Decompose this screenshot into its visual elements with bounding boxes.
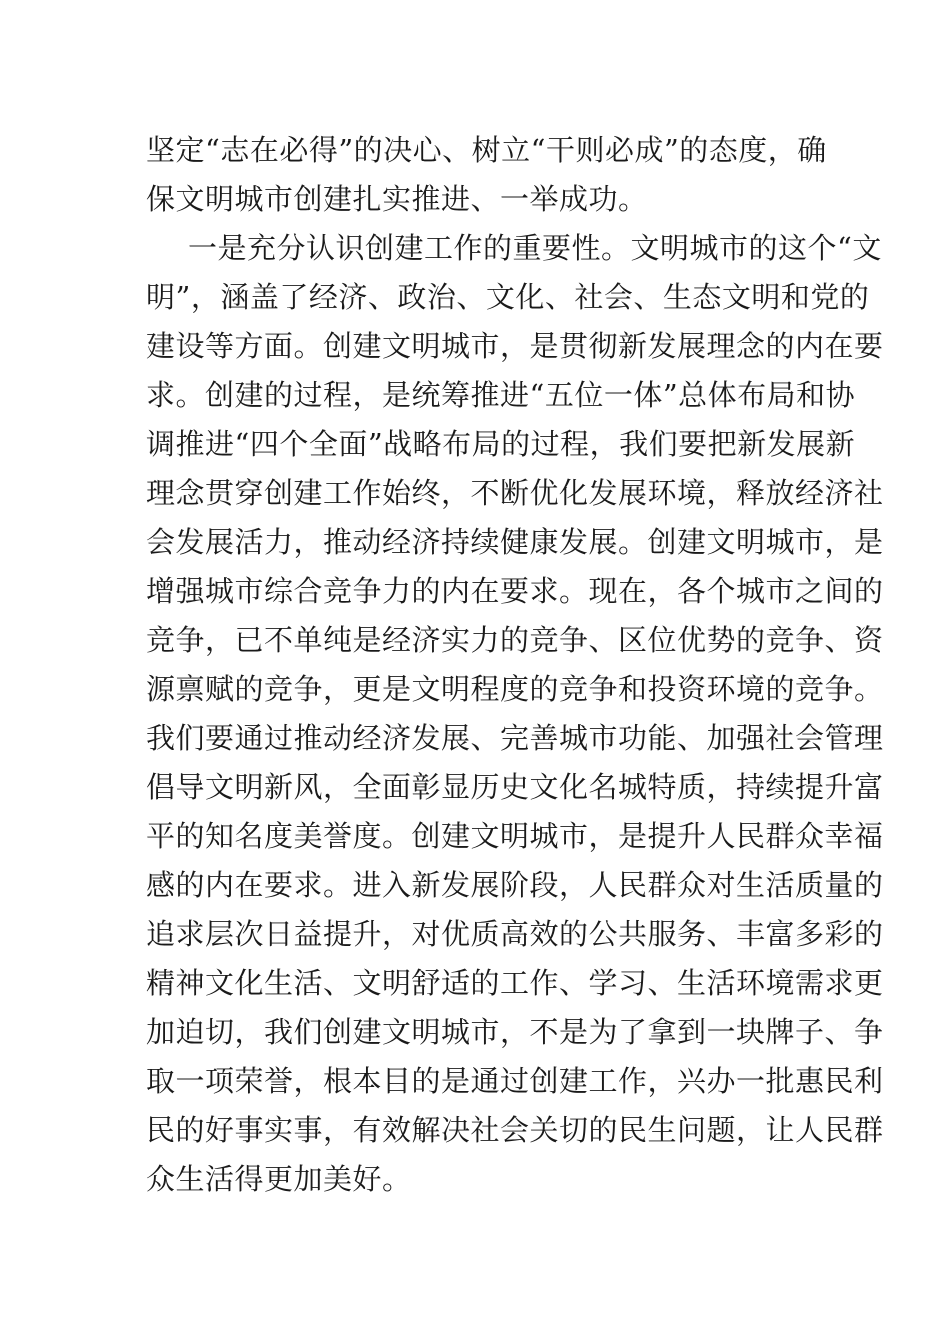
text-line: 感的内在要求。进入新发展阶段，人民群众对生活质量的 — [146, 868, 884, 902]
text-line: 保文明城市创建扎实推进、一举成功。 — [146, 182, 648, 216]
text-line: 我们要通过推动经济发展、完善城市功能、加强社会管理 — [146, 721, 884, 755]
text-line: 调推进“四个全面”战略布局的过程，我们要把新发展新 — [146, 427, 856, 461]
text-line: 众生活得更加美好。 — [146, 1162, 412, 1196]
paragraph-start-line: 一是充分认识创建工作的重要性。文明城市的这个“文 — [188, 231, 882, 265]
text-line: 取一项荣誉，根本目的是通过创建工作，兴办一批惠民利 — [146, 1064, 884, 1098]
text-line: 竞争，已不单纯是经济实力的竞争、区位优势的竞争、资 — [146, 623, 884, 657]
body-text — [146, 126, 884, 1204]
text-line: 求。创建的过程，是统筹推进“五位一体”总体布局和协 — [146, 378, 856, 412]
text-line: 建设等方面。创建文明城市，是贯彻新发展理念的内在要 — [146, 329, 884, 363]
text-line: 精神文化生活、文明舒适的工作、学习、生活环境需求更 — [146, 966, 884, 1000]
text-line: 加迫切，我们创建文明城市，不是为了拿到一块牌子、争 — [146, 1015, 884, 1049]
text-line: 增强城市综合竞争力的内在要求。现在，各个城市之间的 — [146, 574, 884, 608]
text-line: 追求层次日益提升，对优质高效的公共服务、丰富多彩的 — [146, 917, 884, 951]
text-line: 民的好事实事，有效解决社会关切的民生问题，让人民群 — [146, 1113, 884, 1147]
text-line: 会发展活力，推动经济持续健康发展。创建文明城市，是 — [146, 525, 884, 559]
text-line: 平的知名度美誉度。创建文明城市，是提升人民群众幸福 — [146, 819, 884, 853]
text-line: 坚定“志在必得”的决心、树立“干则必成”的态度，确 — [146, 133, 827, 167]
text-line: 源禀赋的竞争，更是文明程度的竞争和投资环境的竞争。 — [146, 672, 884, 706]
text-line: 理念贯穿创建工作始终，不断优化发展环境，释放经济社 — [146, 476, 884, 510]
text-line: 倡导文明新风，全面彰显历史文化名城特质，持续提升富 — [146, 770, 884, 804]
text-line: 明”，涵盖了经济、政治、文化、社会、生态文明和党的 — [146, 280, 870, 314]
